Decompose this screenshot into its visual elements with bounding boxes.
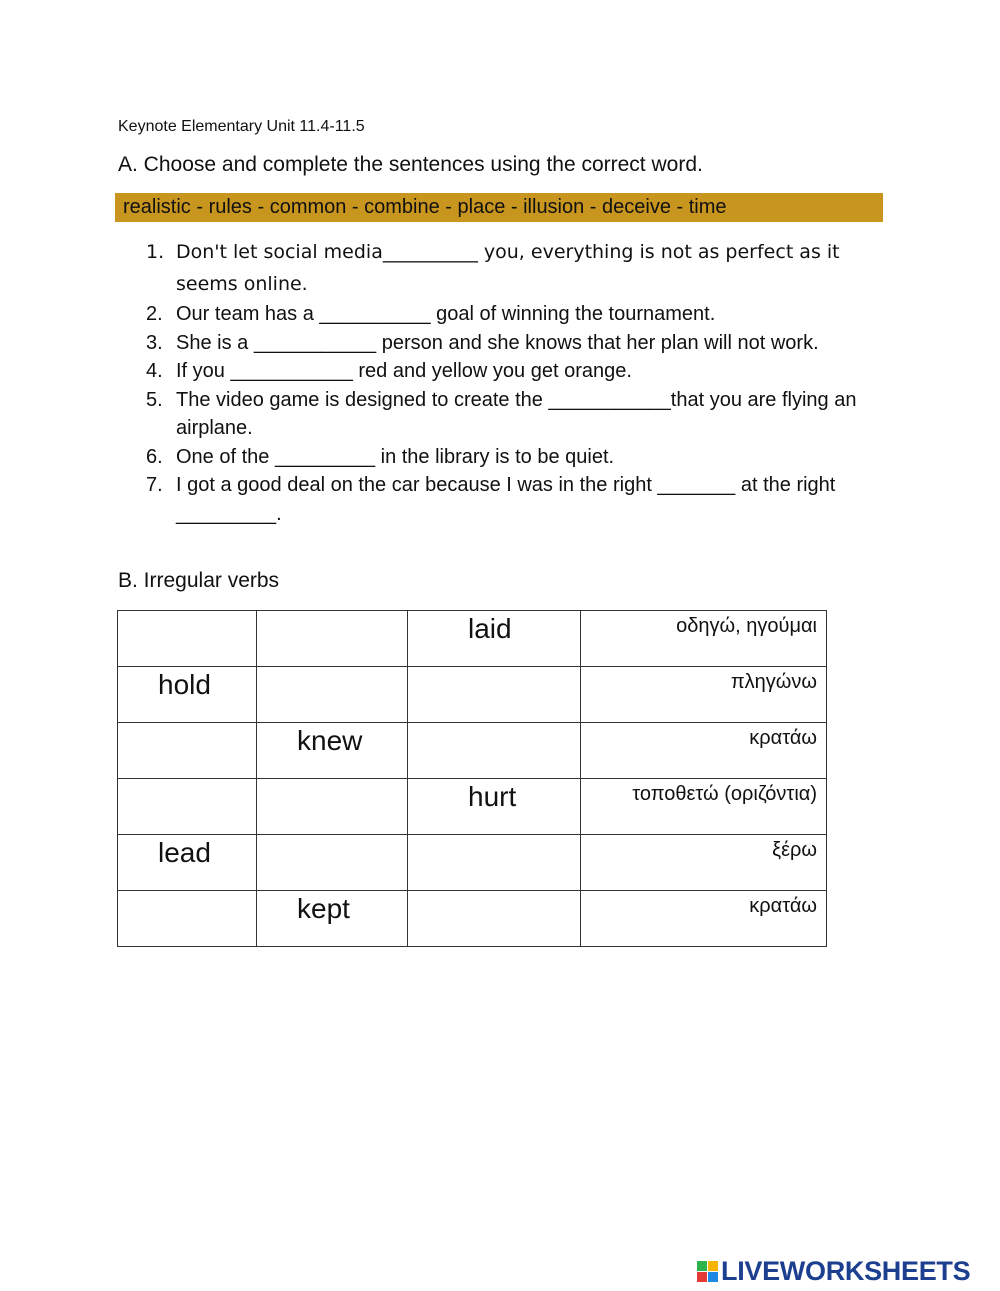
question-text: One of the _________ in the library is to be quiet. bbox=[176, 445, 615, 468]
cell-text: knew bbox=[297, 725, 363, 756]
question-5 bbox=[146, 386, 886, 443]
question-number: 5. bbox=[146, 388, 163, 411]
irregular-verbs-table bbox=[117, 610, 827, 947]
past-participle-cell[interactable] bbox=[408, 779, 581, 835]
past-participle-cell[interactable] bbox=[408, 835, 581, 891]
worksheet-header: Keynote Elementary Unit 11.4-11.5 bbox=[118, 118, 365, 135]
past-participle-cell[interactable] bbox=[408, 667, 581, 723]
question-number: 1. bbox=[146, 241, 165, 263]
section-a-title: A. Choose and complete the sentences using the correct word. bbox=[118, 153, 703, 176]
cell-text bbox=[257, 835, 407, 837]
base-form-cell[interactable] bbox=[118, 611, 257, 667]
logo-text: LIVEWORKSHEETS bbox=[721, 1255, 971, 1286]
greek-translation: οδηγώ, ηγούμαι bbox=[676, 615, 817, 637]
past-simple-cell[interactable] bbox=[257, 779, 408, 835]
past-participle-cell[interactable] bbox=[408, 891, 581, 947]
greek-translation: ξέρω bbox=[772, 839, 817, 861]
cell-text: hold bbox=[158, 669, 211, 700]
greek-translation: κρατάω bbox=[749, 895, 817, 917]
cell-text: laid bbox=[468, 613, 512, 644]
greek-translation: τοποθετώ (οριζόντια) bbox=[632, 783, 817, 805]
question-number: 2. bbox=[146, 303, 163, 325]
question-text: I got a good deal on the car because I was in the right _______ at the right _________. bbox=[176, 474, 836, 525]
question-2 bbox=[146, 300, 886, 329]
word-bank: realistic - rules - common - combine - place - illusion - deceive - time bbox=[115, 193, 883, 222]
table-row bbox=[118, 611, 827, 667]
greek-meaning-cell bbox=[581, 667, 827, 723]
cell-text: lead bbox=[158, 837, 211, 868]
greek-meaning-cell bbox=[581, 611, 827, 667]
question-number: 3. bbox=[146, 331, 163, 354]
greek-translation: κρατάω bbox=[749, 727, 817, 749]
past-participle-cell[interactable] bbox=[408, 723, 581, 779]
table-row bbox=[118, 667, 827, 723]
cell-text bbox=[257, 779, 407, 781]
cell-text bbox=[408, 835, 580, 837]
table-row bbox=[118, 723, 827, 779]
liveworksheets-logo bbox=[697, 1256, 970, 1286]
greek-meaning-cell bbox=[581, 835, 827, 891]
liveworksheets-logo-icon bbox=[697, 1261, 718, 1282]
cell-text bbox=[118, 779, 256, 781]
question-list bbox=[146, 236, 886, 528]
cell-text: hurt bbox=[468, 781, 517, 812]
greek-meaning-cell bbox=[581, 723, 827, 779]
greek-meaning-cell bbox=[581, 891, 827, 947]
base-form-cell[interactable] bbox=[118, 667, 257, 723]
greek-translation: πληγώνω bbox=[730, 671, 817, 693]
table-row bbox=[118, 835, 827, 891]
question-number: 6. bbox=[146, 445, 163, 468]
cell-text bbox=[118, 723, 256, 725]
section-b-title: B. Irregular verbs bbox=[118, 569, 280, 592]
table-row bbox=[118, 891, 827, 947]
past-participle-cell[interactable] bbox=[408, 611, 581, 667]
base-form-cell[interactable] bbox=[118, 779, 257, 835]
cell-text bbox=[408, 667, 580, 669]
question-7 bbox=[146, 471, 886, 528]
question-1 bbox=[146, 236, 886, 300]
question-3 bbox=[146, 329, 886, 358]
table-row bbox=[118, 779, 827, 835]
question-text: She is a ___________ person and she knows that her plan will not work. bbox=[176, 331, 819, 354]
question-number: 4. bbox=[146, 360, 163, 382]
question-text: If you ___________ red and yellow you get orange. bbox=[176, 360, 632, 382]
cell-text bbox=[408, 891, 580, 893]
cell-text bbox=[257, 667, 407, 669]
past-simple-cell[interactable] bbox=[257, 667, 408, 723]
cell-text bbox=[118, 611, 256, 613]
past-simple-cell[interactable] bbox=[257, 723, 408, 779]
past-simple-cell[interactable] bbox=[257, 835, 408, 891]
question-text: The video game is designed to create the ___________that you are flying an airplane. bbox=[176, 388, 857, 439]
question-text: Don't let social media__________ you, everything is not as perfect as it seems online. bbox=[176, 241, 840, 295]
cell-text bbox=[408, 723, 580, 725]
question-text: Our team has a __________ goal of winning the tournament. bbox=[176, 303, 716, 325]
question-number: 7. bbox=[146, 474, 163, 496]
cell-text: kept bbox=[297, 893, 350, 924]
base-form-cell[interactable] bbox=[118, 891, 257, 947]
cell-text bbox=[118, 891, 256, 893]
base-form-cell[interactable] bbox=[118, 723, 257, 779]
greek-meaning-cell bbox=[581, 779, 827, 835]
base-form-cell[interactable] bbox=[118, 835, 257, 891]
past-simple-cell[interactable] bbox=[257, 611, 408, 667]
past-simple-cell[interactable] bbox=[257, 891, 408, 947]
cell-text bbox=[257, 611, 407, 613]
question-6 bbox=[146, 443, 886, 472]
question-4 bbox=[146, 357, 886, 386]
